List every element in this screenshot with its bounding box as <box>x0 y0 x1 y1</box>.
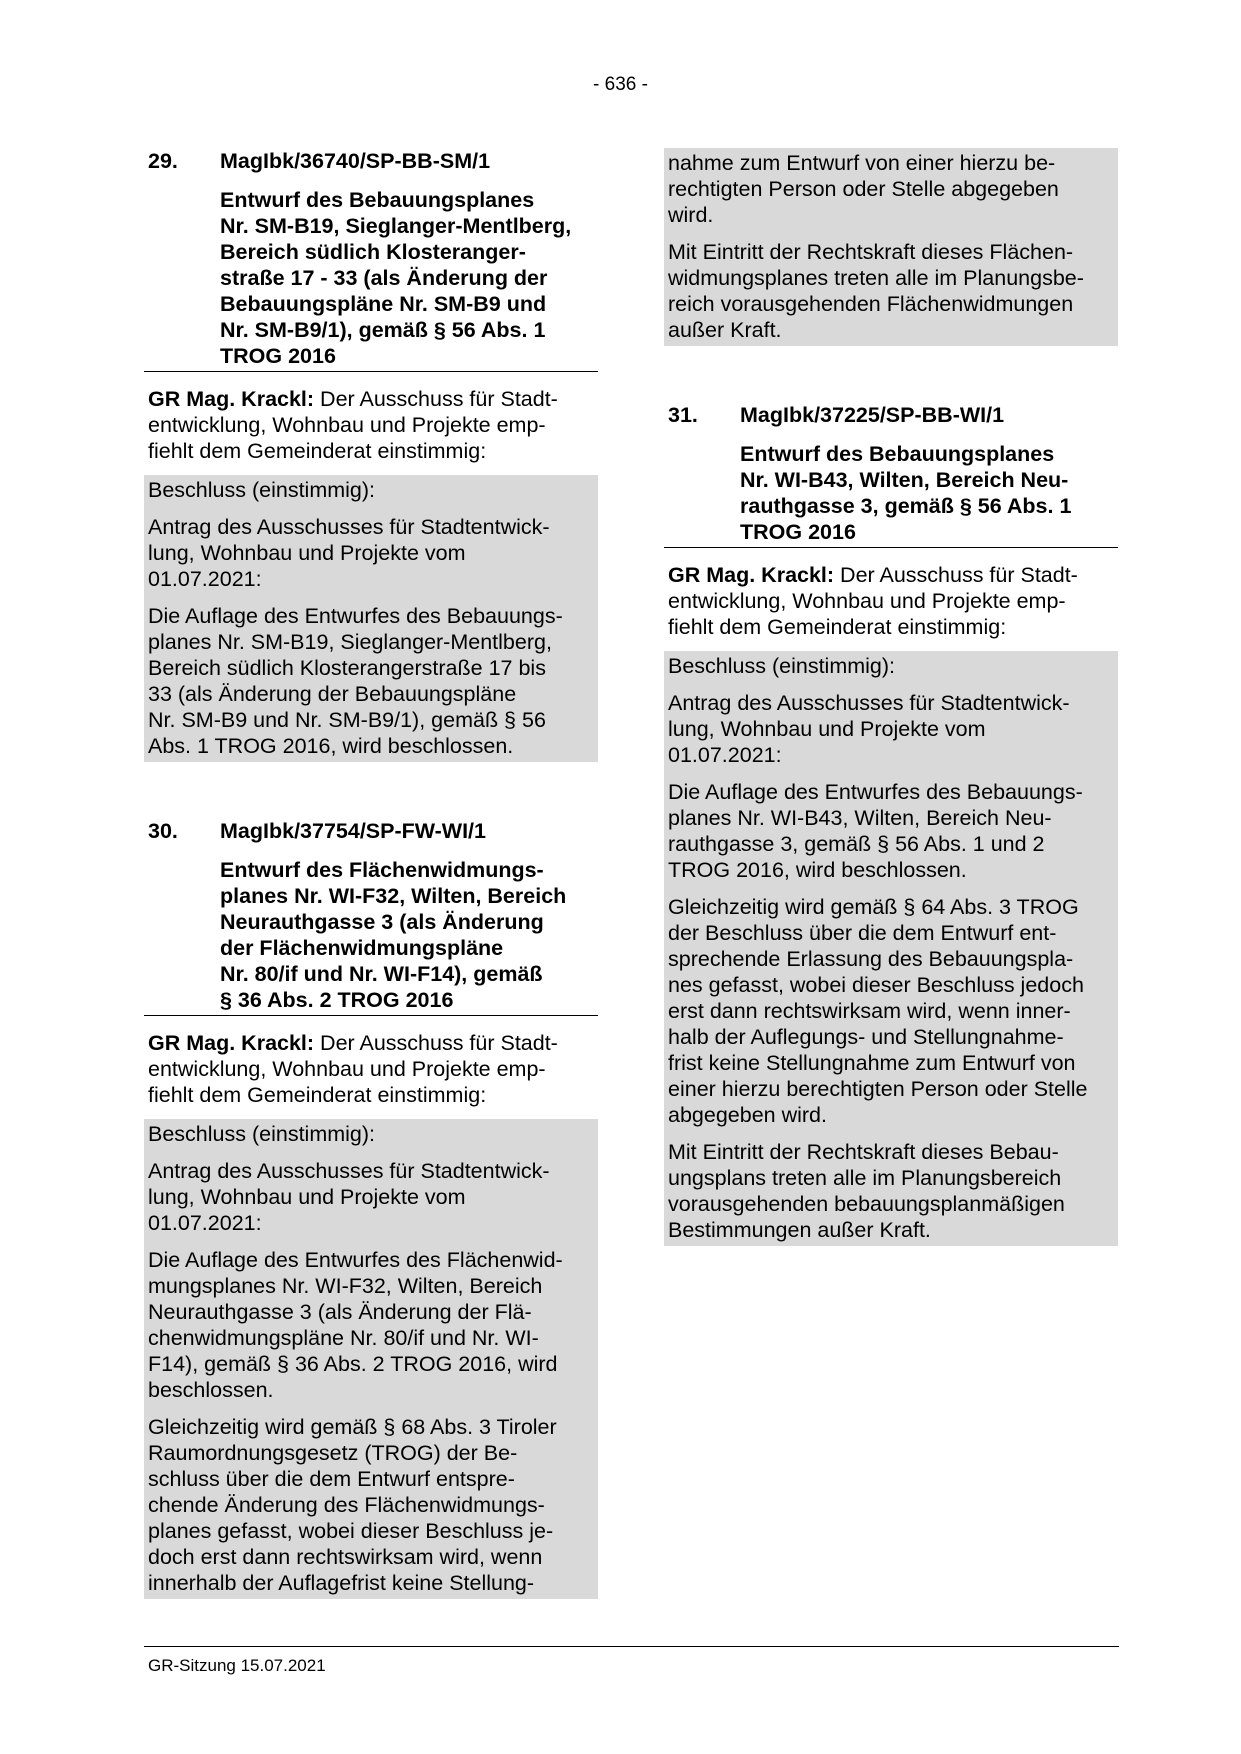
item-reference: MagIbk/37754/SP-FW-WI/1 <box>220 819 486 843</box>
title-line: § 36 Abs. 2 TROG 2016 <box>220 988 454 1012</box>
title-line: Nr. SM-B9/1), gemäß § 56 Abs. 1 <box>220 318 546 342</box>
item-30-resolution-box-continued <box>664 148 1118 346</box>
resolution-paragraph: Die Auflage des Entwurfes des Flächenwid- mungsplanes Nr. WI-F32, Wilten, Bereich Neurauthgasse 3 (als Änderung der Flä- chenwidmungspläne Nr. 80/if und Nr. WI- F14), gemäß § 36 Abs. 2 TROG 2016, wird beschlossen. <box>148 1248 563 1402</box>
continued-paragraph: nahme zum Entwurf von einer hierzu be- rechtigten Person oder Stelle abgegeben wird. <box>668 151 1059 227</box>
item-30-resolution-box <box>144 1119 598 1599</box>
title-line: der Flächenwidmungspläne <box>220 936 504 960</box>
right-column <box>664 148 1118 1246</box>
footer-divider <box>144 1646 1119 1647</box>
title-line: TROG 2016 <box>740 520 856 544</box>
motion-paragraph: Antrag des Ausschusses für Stadtentwick- lung, Wohnbau und Projekte vom 01.07.2021: <box>148 1159 550 1235</box>
effect-paragraph: Mit Eintritt der Rechtskraft dieses Flächen- widmungsplanes treten alle im Planungsbe- reich vorausgehenden Flächenwidmungen außer Kraft. <box>668 240 1084 342</box>
item-31-heading <box>664 402 1118 428</box>
speech-line: Der Ausschuss für Stadt- <box>314 1031 558 1055</box>
title-line: rauthgasse 3, gemäß § 56 Abs. 1 <box>740 494 1072 518</box>
item-reference: MagIbk/36740/SP-BB-SM/1 <box>220 149 491 173</box>
item-reference: MagIbk/37225/SP-BB-WI/1 <box>740 403 1005 427</box>
speech-line: Der Ausschuss für Stadt- <box>834 563 1078 587</box>
title-line: Bebauungspläne Nr. SM-B9 und <box>220 292 547 316</box>
motion-paragraph: Antrag des Ausschusses für Stadtentwick- lung, Wohnbau und Projekte vom 01.07.2021: <box>668 691 1070 767</box>
speech-line: Der Ausschuss für Stadt- <box>314 387 558 411</box>
speech-line: fiehlt dem Gemeinderat einstimmig: <box>148 1083 487 1107</box>
item-31-title <box>664 441 1118 548</box>
title-line: Entwurf des Bebauungsplanes <box>220 188 535 212</box>
speaker-name: GR Mag. Krackl: <box>668 563 835 587</box>
title-line: Bereich südlich Klosteranger- <box>220 240 526 264</box>
effect-paragraph: Mit Eintritt der Rechtskraft dieses Bebau- ungsplans treten alle im Planungsbereich vorausgehenden bebauungsplanmäßigen Bestimmungen außer Kraft. <box>668 1140 1065 1242</box>
item-number: 31. <box>668 403 698 427</box>
speech-line: fiehlt dem Gemeinderat einstimmig: <box>148 439 487 463</box>
item-31-speech <box>664 562 1118 640</box>
item-number: 29. <box>148 149 178 173</box>
title-line: Nr. SM-B19, Sieglanger-Mentlberg, <box>220 214 572 238</box>
title-line: planes Nr. WI-F32, Wilten, Bereich <box>220 884 567 908</box>
decision-label: Beschluss (einstimmig): <box>148 478 375 502</box>
decision-label: Beschluss (einstimmig): <box>668 654 895 678</box>
simultaneous-paragraph: Gleichzeitig wird gemäß § 68 Abs. 3 Tiroler Raumordnungsgesetz (TROG) der Be- schluss über die dem Entwurf entspre- chende Änderung des Flächenwidmungs- planes gefasst, wobei dieser Beschluss je- doch erst dann rechtswirksam wird, wenn innerhalb der Auflagefrist keine Stellung- <box>148 1415 557 1595</box>
item-30-heading <box>144 818 598 844</box>
item-number: 30. <box>148 819 178 843</box>
item-31-resolution-box <box>664 651 1118 1246</box>
simultaneous-paragraph: Gleichzeitig wird gemäß § 64 Abs. 3 TROG der Beschluss über die dem Entwurf ent- sprechende Erlassung des Bebauungspla- nes gefasst, wobei dieser Beschluss jedoch erst dann rechtswirksam wird, wenn inner- halb der Auflegungs- und Stellungnahme- frist keine Stellungnahme zum Entwurf von einer hierzu berechtigten Person oder Stelle abgegeben wird. <box>668 895 1088 1127</box>
item-29-resolution-box <box>144 475 598 762</box>
left-column <box>144 148 598 1599</box>
title-line: straße 17 - 33 (als Änderung der <box>220 266 548 290</box>
title-line: Nr. 80/if und Nr. WI-F14), gemäß <box>220 962 543 986</box>
speech-line: fiehlt dem Gemeinderat einstimmig: <box>668 615 1007 639</box>
item-30-title <box>144 857 598 1016</box>
item-29-speech <box>144 386 598 464</box>
title-line: TROG 2016 <box>220 344 336 368</box>
speech-line: entwicklung, Wohnbau und Projekte emp- <box>148 1057 546 1081</box>
item-29-title <box>144 187 598 372</box>
title-line: Nr. WI-B43, Wilten, Bereich Neu- <box>740 468 1069 492</box>
speech-line: entwicklung, Wohnbau und Projekte emp- <box>668 589 1066 613</box>
speech-line: entwicklung, Wohnbau und Projekte emp- <box>148 413 546 437</box>
speaker-name: GR Mag. Krackl: <box>148 387 315 411</box>
footer-session-label: GR-Sitzung 15.07.2021 <box>148 1656 326 1675</box>
speaker-name: GR Mag. Krackl: <box>148 1031 315 1055</box>
page-number: - 636 - <box>593 74 648 95</box>
title-line: Entwurf des Flächenwidmungs- <box>220 858 544 882</box>
item-29-heading <box>144 148 598 174</box>
title-line: Entwurf des Bebauungsplanes <box>740 442 1055 466</box>
resolution-paragraph: Die Auflage des Entwurfes des Bebauungs- planes Nr. SM-B19, Sieglanger-Mentlberg, Bereich südlich Klosterangerstraße 17 bis 33 (als Änderung der Bebauungspläne Nr. SM-B9 und Nr. SM-B9/1), gemäß § 56 Abs. 1 TROG 2016, wird beschlossen. <box>148 604 563 758</box>
item-30-speech <box>144 1030 598 1108</box>
resolution-paragraph: Die Auflage des Entwurfes des Bebauungs- planes Nr. WI-B43, Wilten, Bereich Neu- rauthgasse 3, gemäß § 56 Abs. 1 und 2 TROG 2016, wird beschlossen. <box>668 780 1083 882</box>
decision-label: Beschluss (einstimmig): <box>148 1122 375 1146</box>
motion-paragraph: Antrag des Ausschusses für Stadtentwick- lung, Wohnbau und Projekte vom 01.07.2021: <box>148 515 550 591</box>
title-line: Neurauthgasse 3 (als Änderung <box>220 910 544 934</box>
